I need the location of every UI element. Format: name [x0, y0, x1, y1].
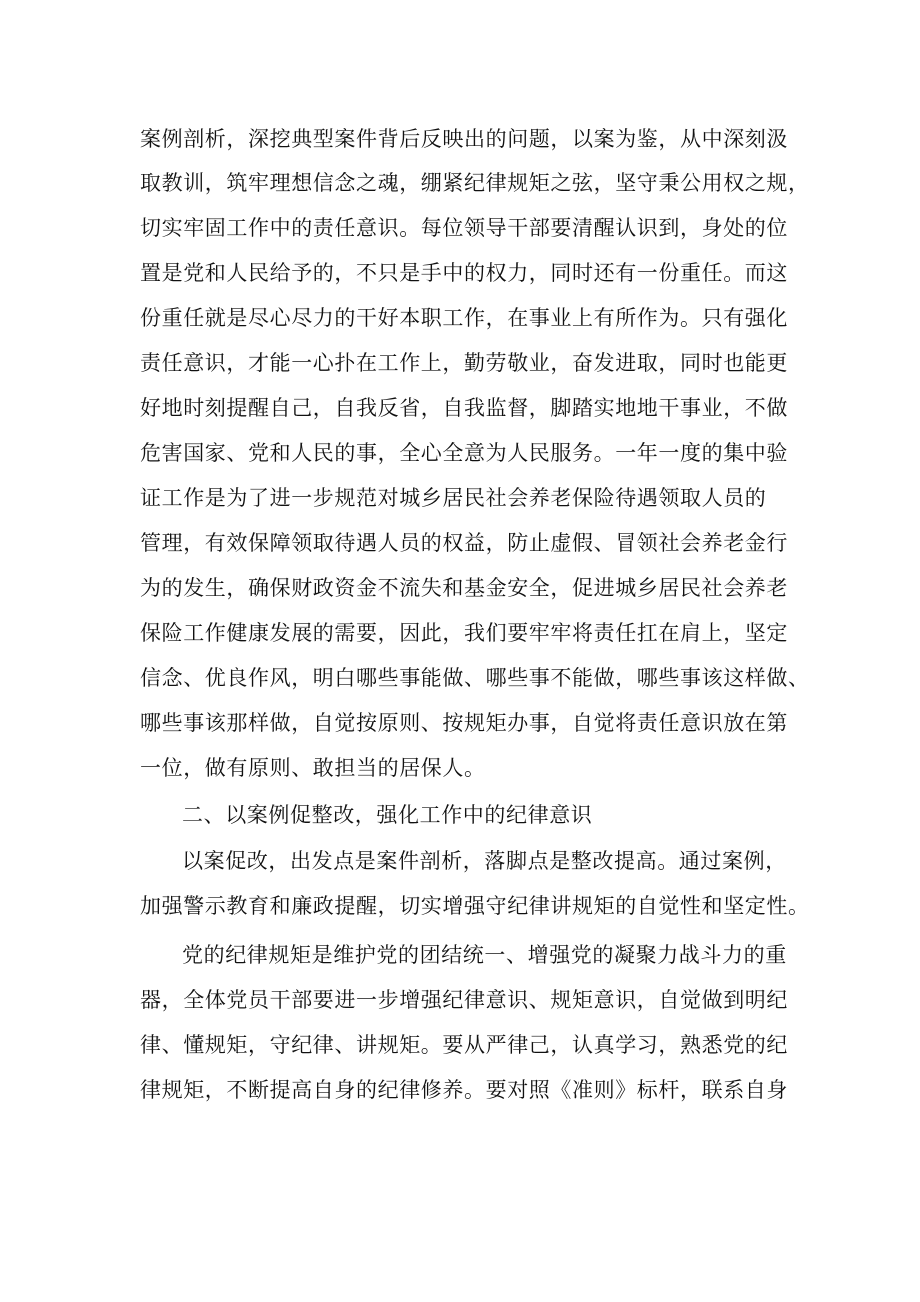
- text-line: 案例剖析，深挖典型案件背后反映出的问题，以案为鉴，从中深刻汲: [140, 127, 788, 151]
- text-line: 为的发生，确保财政资金不流失和基金安全，促进城乡居民社会养老: [140, 576, 788, 600]
- text-line: 律规矩，不断提高自身的纪律修养。要对照《准则》标杆，联系自身: [140, 1078, 788, 1102]
- text-line: 加强警示教育和廉政提醒，切实增强守纪律讲规矩的自觉性和坚定性。: [140, 894, 810, 918]
- text-line: 以案促改，出发点是案件剖析，落脚点是整改提高。通过案例，: [182, 849, 787, 873]
- text-line: 责任意识，才能一心扑在工作上，勤劳敬业，奋发进取，同时也能更: [140, 351, 788, 375]
- text-line: 保险工作健康发展的需要，因此，我们要牢牢将责任扛在肩上，坚定: [140, 621, 788, 645]
- text-line: 信念、优良作风，明白哪些事能做、哪些事不能做，哪些事该这样做、: [140, 666, 810, 690]
- text-line: 证工作是为了进一步规范对城乡居民社会养老保险待遇领取人员的: [140, 486, 767, 510]
- text-line: 切实牢固工作中的责任意识。每位领导干部要清醒认识到，身处的位: [140, 216, 788, 240]
- text-line: 置是党和人民给予的，不只是手中的权力，同时还有一份重任。而这: [140, 261, 788, 285]
- text-line: 一位，做有原则、敢担当的居保人。: [140, 756, 486, 780]
- text-line: 党的纪律规矩是维护党的团结统一、增强党的凝聚力战斗力的重: [182, 943, 787, 967]
- text-line: 取教训，筑牢理想信念之魂，绷紧纪律规矩之弦，坚守秉公用权之规，: [140, 171, 810, 195]
- text-line: 危害国家、党和人民的事，全心全意为人民服务。一年一度的集中验: [140, 441, 788, 465]
- section-heading: 二、以案例促整改，强化工作中的纪律意识: [182, 803, 593, 827]
- text-line: 器，全体党员干部要进一步增强纪律意识、规矩意识，自觉做到明纪: [140, 988, 788, 1012]
- text-line: 好地时刻提醒自己，自我反省，自我监督，脚踏实地地干事业，不做: [140, 396, 788, 420]
- text-line: 管理，有效保障领取待遇人员的权益，防止虚假、冒领社会养老金行: [140, 531, 788, 555]
- text-line: 律、懂规矩，守纪律、讲规矩。要从严律己，认真学习，熟悉党的纪: [140, 1033, 788, 1057]
- text-line: 份重任就是尽心尽力的干好本职工作，在事业上有所作为。只有强化: [140, 306, 788, 330]
- text-line: 哪些事该那样做，自觉按原则、按规矩办事，自觉将责任意识放在第: [140, 711, 788, 735]
